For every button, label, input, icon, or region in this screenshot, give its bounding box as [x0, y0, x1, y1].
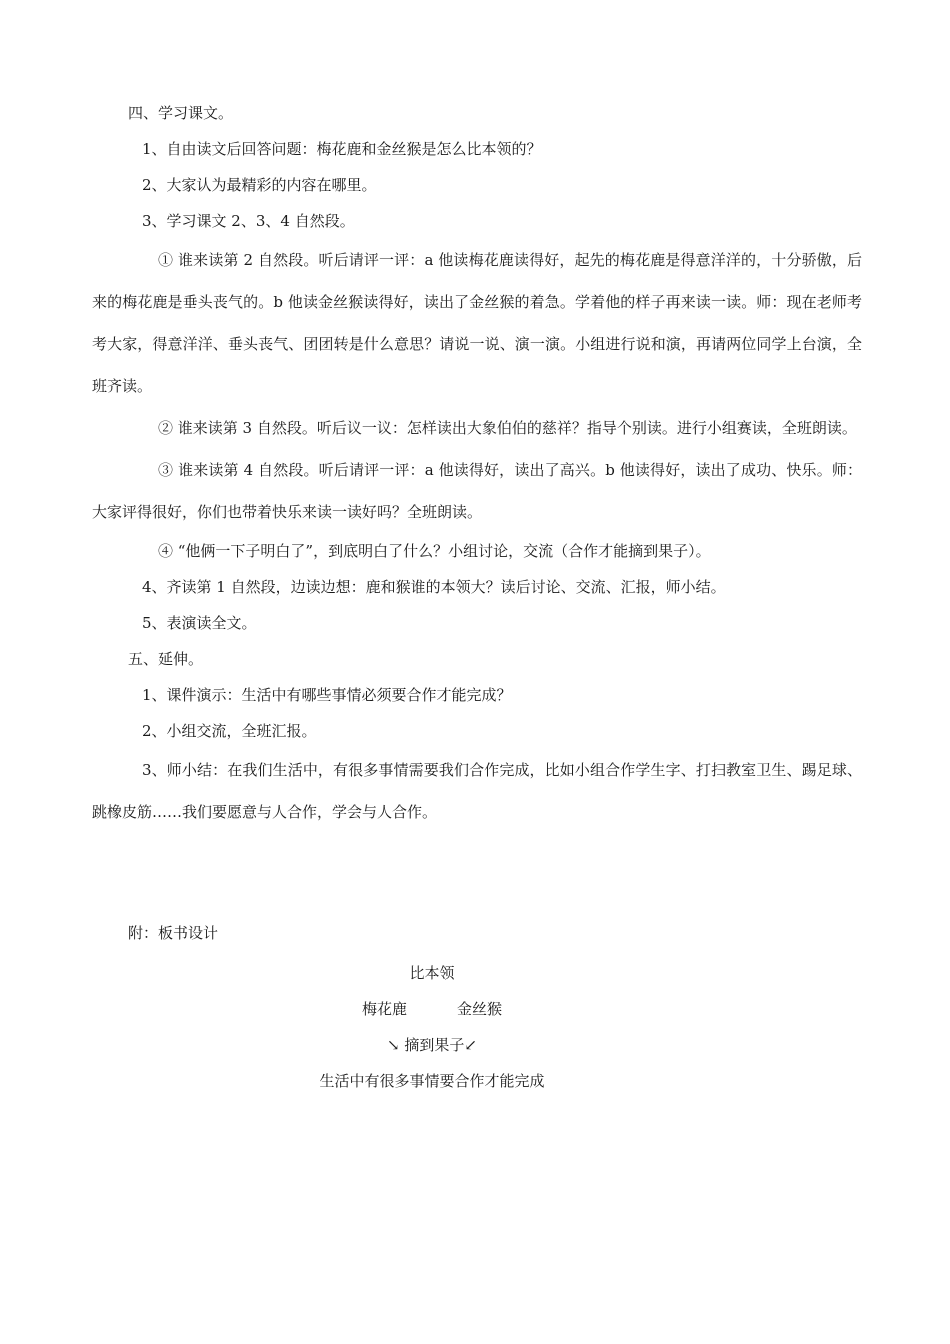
arrow-down-right-icon: ↘: [387, 1036, 400, 1054]
board-summary: 生活中有很多事情要合作才能完成: [319, 1072, 545, 1090]
lesson-content: [92, 95, 862, 833]
section5-item-2: 2、小组交流，全班汇报。: [142, 722, 317, 740]
section-heading-5: 五、延伸。: [128, 650, 204, 668]
section5-item-3: 3、师小结：在我们生活中，有很多事情需要我们合作完成，比如小组合作学生字、打扫教室卫生、踢足球、跳橡皮筋……我们要愿意与人合作，学会与人合作。: [92, 761, 862, 821]
board-line-title: [92, 955, 772, 991]
subpoint-1: ① 谁来读第 2 自然段。听后请评一评：a 他读梅花鹿读得好，起先的梅花鹿是得意洋洋的，十分骄傲，后来的梅花鹿是垂头丧气的。b 他读金丝猴读得好，读出了金丝猴的着急。学着他的样子再来读一读。师：现在老师考考大家，得意洋洋、垂头丧气、团团转是什么意思？请说一说、演一演。小组进行说和演，再请两位同学上台演，全班齐读。: [92, 251, 862, 395]
board-result: 摘到果子: [404, 1036, 465, 1054]
board-line-animals: [92, 991, 772, 1027]
subpoint-4: ④ “他俩一下子明白了”，到底明白了什么？小组讨论，交流（合作才能摘到果子）。: [158, 542, 711, 560]
section-heading-4: 四、学习课文。: [128, 104, 234, 122]
section5-item-1: 1、课件演示：生活中有哪些事情必须要合作才能完成？: [142, 686, 512, 704]
board-right-animal: 金丝猴: [457, 1000, 503, 1018]
board-line-summary: [92, 1063, 772, 1099]
section4-item-4: 4、齐读第 1 自然段，边读边想：鹿和猴谁的本领大？读后讨论、交流、汇报，师小结。: [142, 578, 726, 596]
board-line-result: [92, 1027, 772, 1063]
board-design: [92, 915, 862, 1090]
board-left-animal: 梅花鹿: [361, 1000, 407, 1018]
board-topic: 比本领: [409, 964, 455, 982]
board-title: 附：板书设计: [128, 924, 219, 942]
subpoint-2: ② 谁来读第 3 自然段。听后议一议：怎样读出大象伯伯的慈祥？指导个别读。进行小组赛读，全班朗读。: [158, 419, 857, 437]
section4-item-1: 1、自由读文后回答问题：梅花鹿和金丝猴是怎么比本领的？: [142, 140, 542, 158]
arrow-down-left-icon: ↙: [464, 1036, 477, 1054]
section4-item-2: 2、大家认为最精彩的内容在哪里。: [142, 176, 377, 194]
section4-item-3: 3、学习课文 2、3、4 自然段。: [142, 212, 355, 230]
subpoint-3: ③ 谁来读第 4 自然段。听后请评一评：a 他读得好，读出了高兴。b 他读得好，读出了成功、快乐。师：大家评得很好，你们也带着快乐来读一读好吗？全班朗读。: [92, 461, 862, 521]
section4-item-5: 5、表演读全文。: [142, 614, 257, 632]
